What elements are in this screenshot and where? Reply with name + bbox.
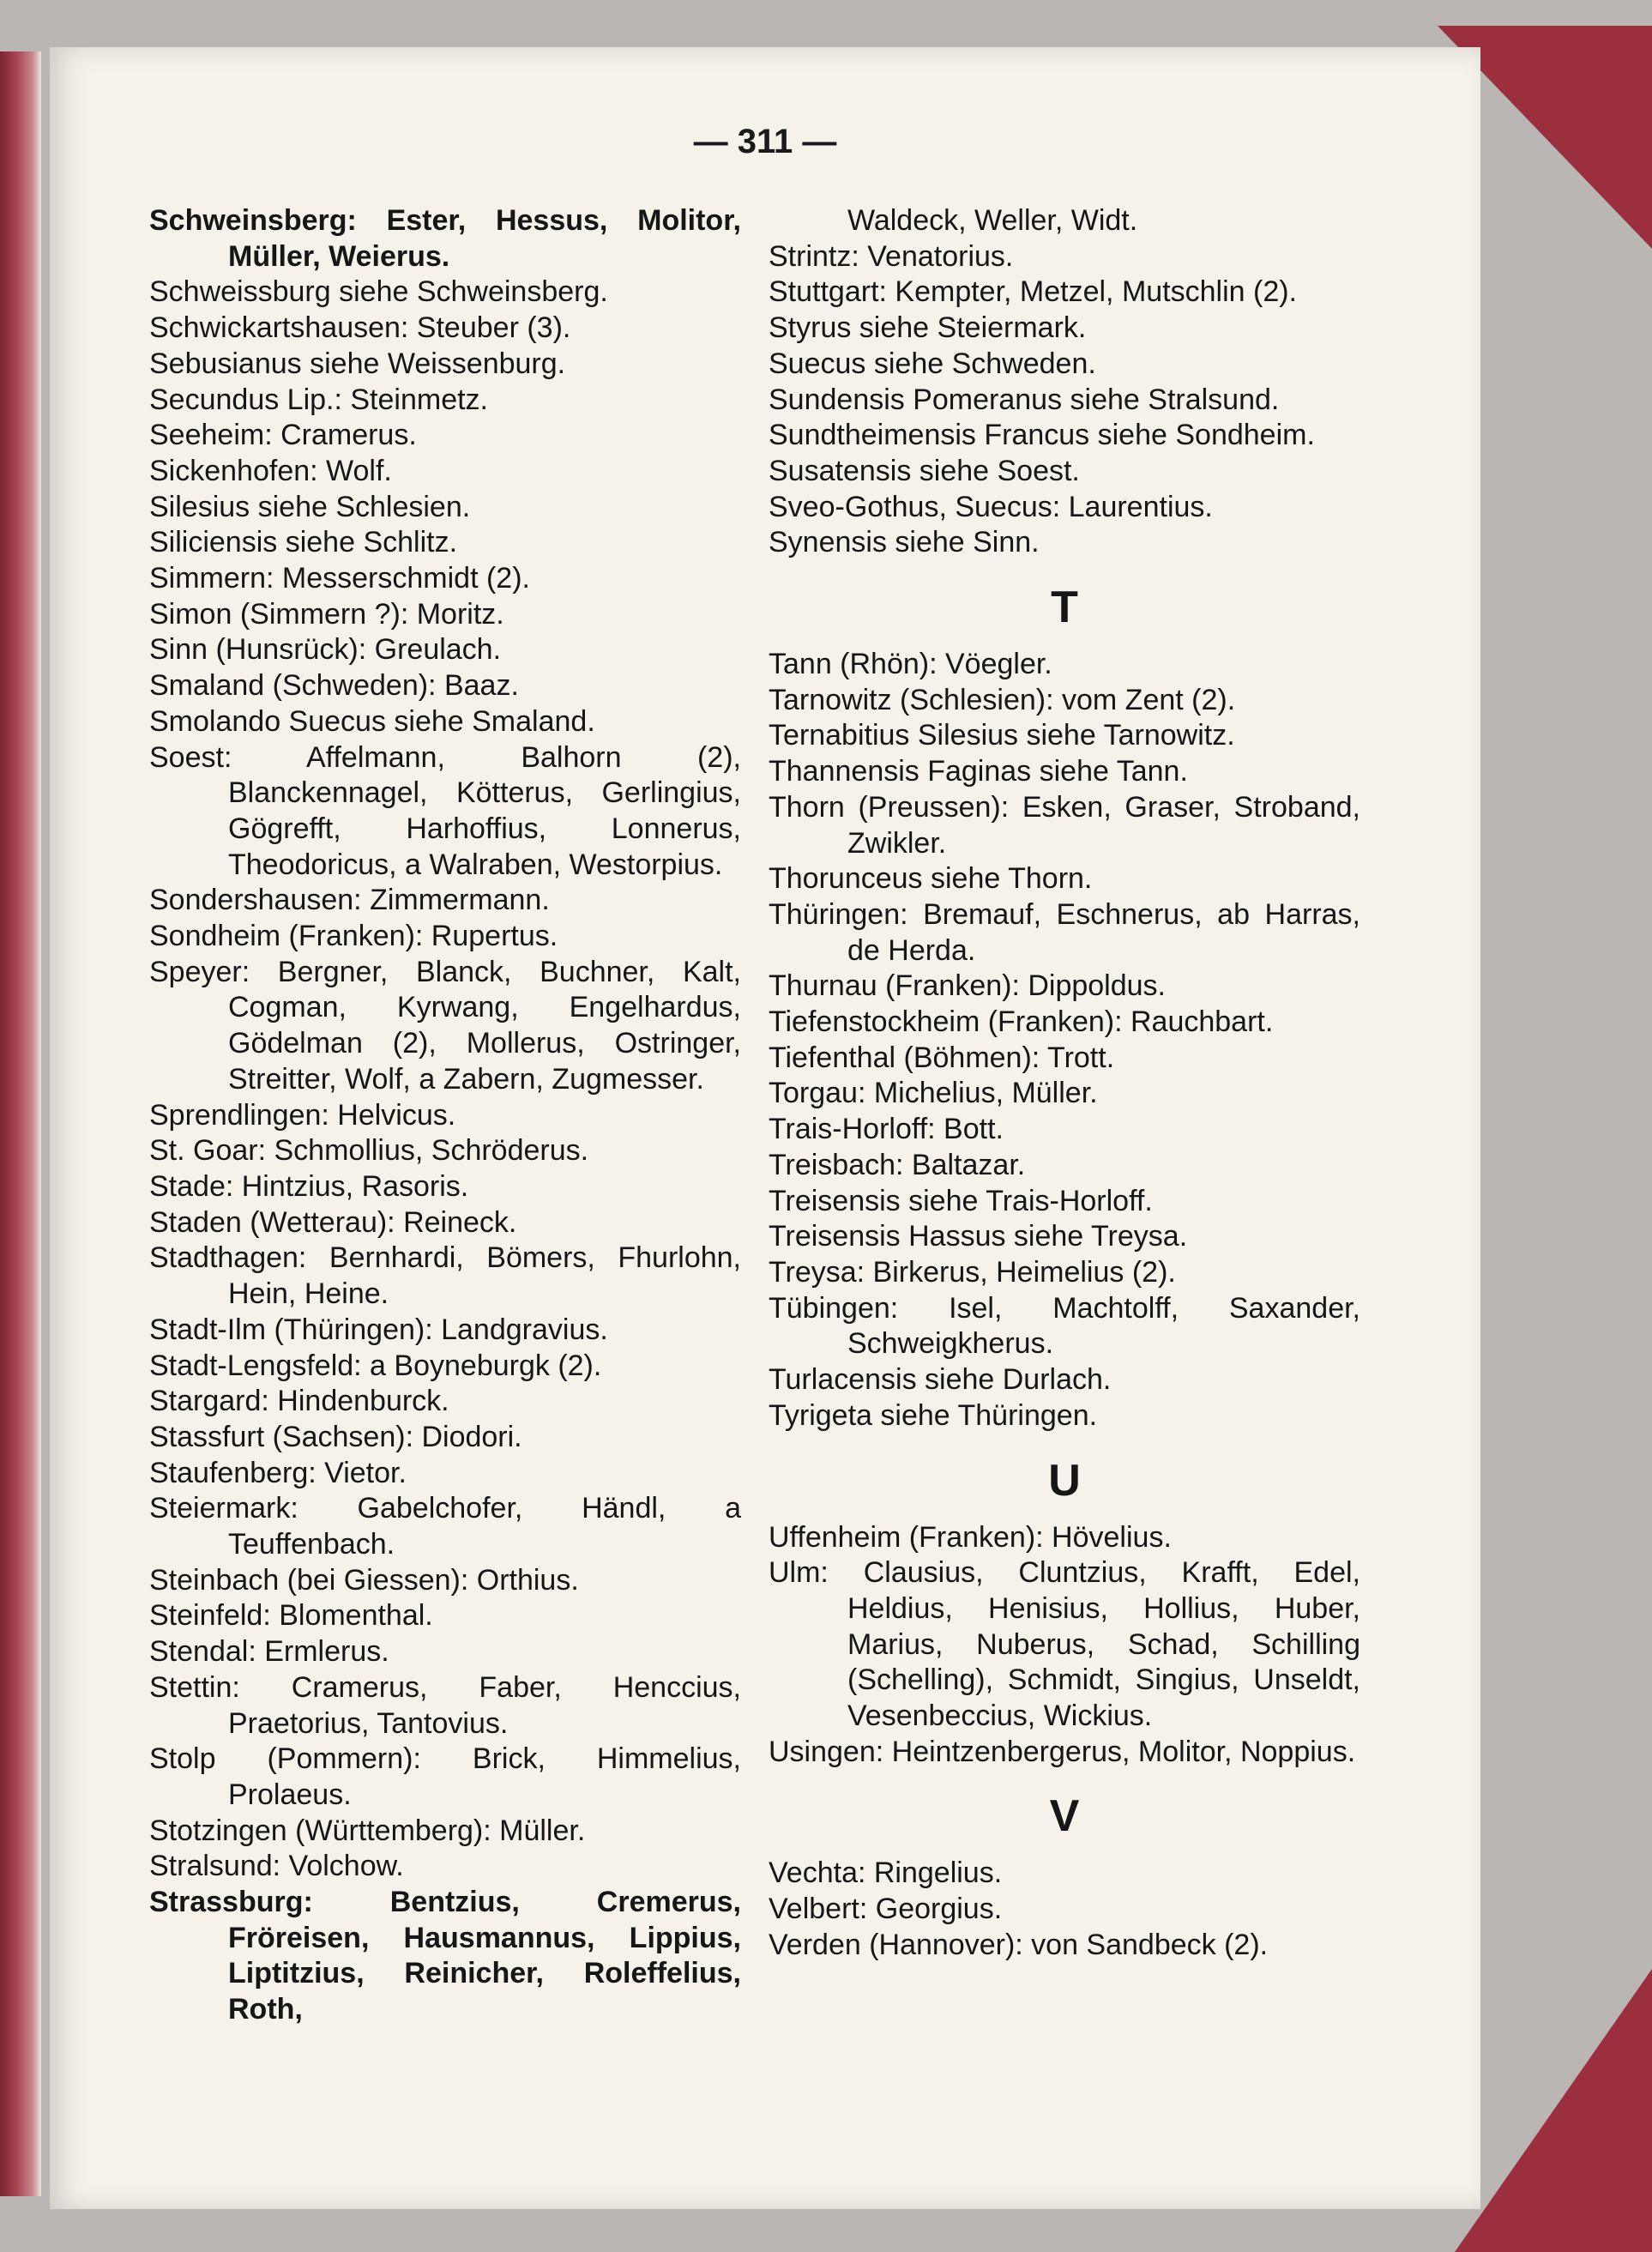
index-entry: Sundensis Pomeranus siehe Stralsund. (769, 383, 1280, 416)
section-letter-u: U (1048, 1455, 1081, 1506)
index-entry: Treisensis Hassus siehe Treysa. (769, 1220, 1188, 1253)
index-entry: Verden (Hannover): von Sandbeck (2). (769, 1928, 1269, 1961)
index-entry: Speyer: Bergner, Blanck, Buchner, Kalt, Cogman, Kyrwang, Engelhardus, Gödelman (2), Mollerus, Ostringer, Streitter, Wolf, a Zabern, Zugmesser. (149, 955, 741, 1096)
index-entry: Stade: Hintzius, Rasoris. (149, 1169, 469, 1203)
index-entry: Tübingen: Isel, Machtolff, Saxander, Schweigkherus. (769, 1291, 1360, 1361)
index-entry: Tiefenstockheim (Franken): Rauchbart. (769, 1005, 1274, 1039)
index-entry: Synensis siehe Sinn. (769, 526, 1040, 559)
index-entry: Smolando Suecus siehe Smaland. (149, 704, 595, 738)
index-entry: Sondershausen: Zimmermann. (149, 884, 550, 917)
index-entry: Sundtheimensis Francus siehe Sondheim. (769, 419, 1315, 452)
index-entry: Torgau: Michelius, Müller. (769, 1077, 1098, 1110)
index-entry: Tarnowitz (Schlesien): vom Zent (2). (769, 683, 1236, 716)
index-entry: Treisbach: Baltazar. (769, 1148, 1026, 1181)
index-entry: Simon (Simmern ?): Moritz. (149, 597, 504, 631)
index-entry: Styrus siehe Steiermark. (769, 311, 1087, 345)
index-entry: Usingen: Heintzenbergerus, Molitor, Noppius. (769, 1735, 1356, 1768)
right-column (769, 203, 1360, 1964)
index-entry: Steinbach (bei Giessen): Orthius. (149, 1563, 579, 1597)
index-entry: Seeheim: Cramerus. (149, 419, 417, 452)
index-entry: Tiefenthal (Böhmen): Trott. (769, 1041, 1115, 1074)
index-entry: Thorunceus siehe Thorn. (769, 862, 1093, 896)
index-entry: Strassburg: Bentzius, Cremerus, Fröreisen, Hausmannus, Lippius, Liptitzius, Reinicher, Roleffelius, Roth, (149, 1886, 741, 2026)
index-entry: Steiermark: Gabelchofer, Händl, a Teuffenbach. (149, 1492, 741, 1561)
index-entry: Vechta: Ringelius. (769, 1857, 1003, 1890)
index-entry: Stralsund: Volchow. (149, 1850, 404, 1883)
index-entry: Steinfeld: Blomenthal. (149, 1599, 433, 1633)
index-entry: Stendal: Ermlerus. (149, 1635, 389, 1669)
index-entry: Thorn (Preussen): Esken, Graser, Stroband, Zwikler. (769, 790, 1360, 860)
section-letter-v: V (1049, 1791, 1080, 1842)
index-entry: Sveo-Gothus, Suecus: Laurentius. (769, 490, 1213, 523)
index-entry: Sinn (Hunsrück): Greulach. (149, 633, 502, 667)
book-spine (0, 51, 41, 2196)
index-entry: Soest: Affelmann, Balhorn (2), Blanckennagel, Kötterus, Gerlingius, Gögrefft, Harhoffius, Lonnerus, Theodoricus, a Walraben, Westorpius. (149, 740, 741, 881)
index-entry: Stuttgart: Kempter, Metzel, Mutschlin (2). (769, 275, 1298, 309)
index-entry: Tann (Rhön): Vöegler. (769, 648, 1052, 681)
index-entry: Treysa: Birkerus, Heimelius (2). (769, 1255, 1176, 1289)
index-entry: Treisensis siehe Trais-Horloff. (769, 1184, 1153, 1217)
index-entry: Trais-Horloff: Bott. (769, 1113, 1004, 1146)
index-entry: Sebusianus siehe Weissenburg. (149, 347, 566, 380)
index-entry: Stargard: Hindenburck. (149, 1385, 449, 1418)
section-letter-t: T (1051, 583, 1078, 633)
index-entry: Stassfurt (Sachsen): Diodori. (149, 1420, 522, 1453)
index-entry: Stadthagen: Bernhardi, Bömers, Fhurlohn, Hein, Heine. (149, 1241, 741, 1311)
index-entry: Schweinsberg: Ester, Hessus, Molitor, Müller, Weierus. (149, 204, 741, 273)
index-entry: Silesius siehe Schlesien. (149, 490, 471, 523)
index-entry: Simmern: Messerschmidt (2). (149, 562, 530, 595)
index-entry: Stettin: Cramerus, Faber, Henccius, Praetorius, Tantovius. (149, 1670, 741, 1740)
book-page (50, 47, 1480, 2209)
index-entry: Thannensis Faginas siehe Tann. (769, 755, 1188, 788)
left-column (149, 203, 741, 2028)
index-entry: Secundus Lip.: Steinmetz. (149, 383, 489, 416)
index-entry: Sondheim (Franken): Rupertus. (149, 920, 558, 953)
index-entry: Stotzingen (Württemberg): Müller. (149, 1814, 586, 1847)
index-entry: Schweissburg siehe Schweinsberg. (149, 275, 608, 309)
index-entry: Stolp (Pommern): Brick, Himmelius, Prolaeus. (149, 1742, 741, 1811)
index-entry: Tyrigeta siehe Thüringen. (769, 1398, 1098, 1432)
index-entry: Sprendlingen: Helvicus. (149, 1098, 456, 1132)
index-entry: Ternabitius Silesius siehe Tarnowitz. (769, 719, 1235, 752)
index-entry: Stadt-Ilm (Thüringen): Landgravius. (149, 1313, 608, 1346)
index-entry: Smaland (Schweden): Baaz. (149, 669, 519, 703)
index-entry: Schwickartshausen: Steuber (3). (149, 311, 571, 345)
index-entry: Turlacensis siehe Durlach. (769, 1363, 1112, 1397)
index-entry: Uffenheim (Franken): Hövelius. (769, 1520, 1172, 1554)
index-entry: Suecus siehe Schweden. (769, 347, 1096, 380)
index-entry: Siliciensis siehe Schlitz. (149, 526, 458, 559)
index-entry: Thurnau (Franken): Dippoldus. (769, 969, 1167, 1003)
index-entry: St. Goar: Schmollius, Schröderus. (149, 1134, 589, 1168)
index-entry: Sickenhofen: Wolf. (149, 454, 392, 487)
index-entry: Stadt-Lengsfeld: a Boyneburgk (2). (149, 1349, 602, 1382)
index-entry: Susatensis siehe Soest. (769, 454, 1080, 487)
index-entry: Ulm: Clausius, Cluntzius, Krafft, Edel, Heldius, Henisius, Hollius, Huber, Marius, Nuberus, Schad, Schilling (Schelling), Schmidt, Singius, Unseldt, Vesenbeccius, Wickius. (769, 1556, 1360, 1733)
index-entry: Strintz: Venatorius. (769, 239, 1014, 273)
index-entry: Staufenberg: Vietor. (149, 1456, 407, 1489)
index-entry-continued: Waldeck, Weller, Widt. (847, 204, 1138, 237)
index-entry: Staden (Wetterau): Reineck. (149, 1205, 517, 1239)
index-entry: Velbert: Georgius. (769, 1893, 1003, 1926)
index-entry: Thüringen: Bremauf, Eschnerus, ab Harras, de Herda. (769, 897, 1360, 967)
page-number: — 311 — (693, 123, 837, 160)
